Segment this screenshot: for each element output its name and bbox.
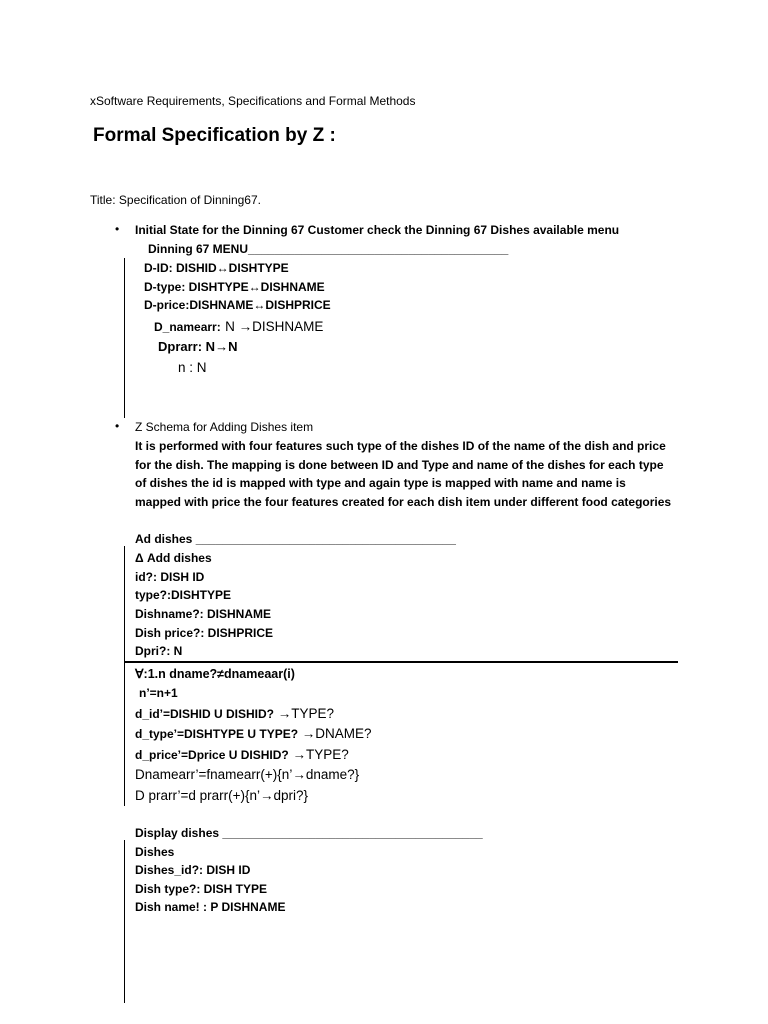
add-pred-forall: ∀:1.n dname?≠dnameaar(i) xyxy=(135,667,295,681)
pred-d-type-rhs: →DNAME? xyxy=(298,726,372,741)
display-line-dishes: Dishes xyxy=(135,845,175,859)
add-pred-dprarr: D prarr’=d prarr(+){n’→dpri?} xyxy=(135,788,309,803)
menu-line-d-namearr xyxy=(154,318,323,336)
add-pred-d-price xyxy=(135,746,349,764)
document-header: xSoftware Requirements, Specifications and Formal Methods xyxy=(90,94,416,108)
add-decl-dish-price: Dish price?: DISHPRICE xyxy=(135,626,274,640)
menu-schema-name: Dinning 67 MENU xyxy=(148,242,249,256)
menu-schema-underline: _______________________________________ xyxy=(248,242,509,256)
add-schema-underline: _______________________________________ xyxy=(195,532,456,546)
bullet-icon: • xyxy=(115,419,120,433)
add-decl-delta: Δ Add dishes xyxy=(135,551,212,565)
add-decl-dpri: Dpri?: N xyxy=(135,644,183,658)
pred-d-id-rhs: →TYPE? xyxy=(274,706,335,721)
pred-d-type-lhs: d_type’=DISHTYPE U TYPE? xyxy=(135,727,299,741)
pred-d-id-lhs: d_id’=DISHID U DISHID? xyxy=(135,707,275,721)
display-line-dish-name: Dish name! : P DISHNAME xyxy=(135,900,286,914)
add-schema-header xyxy=(135,532,456,546)
add-pred-d-type xyxy=(135,725,372,743)
d-namearr-value: N →DISHNAME xyxy=(225,319,324,334)
menu-schema-left-bar xyxy=(124,258,125,418)
menu-schema-header xyxy=(148,242,508,256)
add-decl-type: type?:DISHTYPE xyxy=(135,588,232,602)
d-namearr-label: D_namearr: xyxy=(154,320,221,334)
menu-line-d-type: D-type: DISHTYPE↔DISHNAME xyxy=(144,280,325,294)
display-schema-header xyxy=(135,826,483,840)
add-pred-d-id xyxy=(135,705,334,723)
display-line-dish-type: Dish type?: DISH TYPE xyxy=(135,882,268,896)
section1-bullet-text: Initial State for the Dinning 67 Customer check the Dinning 67 Dishes available menu xyxy=(135,223,620,237)
section2-bullet-text: Z Schema for Adding Dishes item xyxy=(135,420,314,434)
menu-line-d-price: D-price:DISHNAME↔DISHPRICE xyxy=(144,298,331,312)
schema-divider-line xyxy=(124,661,678,663)
pred-d-price-lhs: d_price’=Dprice U DISHID? xyxy=(135,748,289,762)
page-title: Formal Specification by Z : xyxy=(93,125,336,146)
add-decl-dishname: Dishname?: DISHNAME xyxy=(135,607,272,621)
add-decl-id: id?: DISH ID xyxy=(135,570,205,584)
display-schema-name: Display dishes xyxy=(135,826,220,840)
add-schema-left-bar xyxy=(124,546,125,806)
menu-line-d-id: D-ID: DISHID↔DISHTYPE xyxy=(144,261,289,275)
add-pred-dnamearr: Dnamearr’=fnamearr(+){n’→dname?} xyxy=(135,767,360,782)
bullet-icon: • xyxy=(115,222,120,236)
document-title: Title: Specification of Dinning67. xyxy=(90,193,261,207)
display-schema-underline: _______________________________________ xyxy=(222,826,483,840)
add-schema-name: Ad dishes xyxy=(135,532,193,546)
menu-line-n-decl: n : N xyxy=(178,360,207,375)
add-pred-n-prime: n’=n+1 xyxy=(139,686,178,700)
menu-line-dprarr: Dprarr: N→N xyxy=(158,339,238,354)
display-schema-left-bar xyxy=(124,840,125,1003)
display-line-dishes-id: Dishes_id?: DISH ID xyxy=(135,863,251,877)
pred-d-price-rhs: →TYPE? xyxy=(288,747,349,762)
section2-paragraph: It is performed with four features such type of the dishes ID of the name of the dish and price for the dish. The mapping is done between ID and Type and name of the dishes for each type of dishes the id is mapped with type and again type is mapped with name and name is mapped with price the four features created for each dish item under different food categories xyxy=(135,439,672,509)
